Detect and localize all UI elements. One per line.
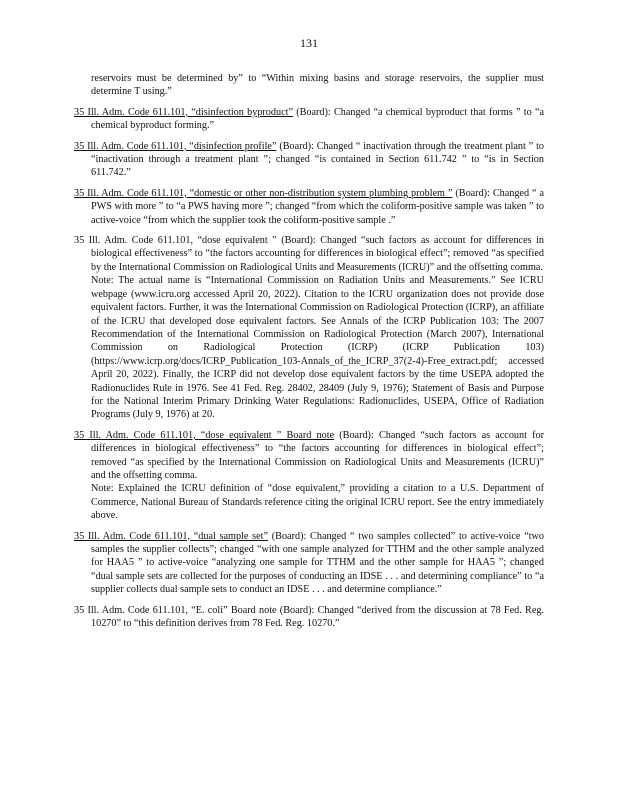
- entry-domestic-plumbing-problem: [74, 187, 544, 227]
- entry-dose-equivalent-board-note: [74, 429, 544, 523]
- entry-note: Note: The actual name is “International Commission on Radiation Units and Measurements.” See ICRU webpage (www.icru.org accessed April 20, 2022). Citation to the ICRU organization does not provide dose equivalent factors. Further, it was the International Commission on Radiological Protection (ICRP), an affiliate of the ICRU that developed dose equivalent factors. See Annals of the ICRP Publication 103: The 2007 Recommendation of the International Commission on Radiological Protection (March 2007), International Commission on Radiological Protection (ICRP) (ICRP Publication 103) (https://www.icrp.org/docs/ICRP_Publication_103-Annals_of_the_ICRP_37(2-4)-Free_extract.pdf; accessed April 20, 2022). Finally, the ICRP did not develop dose equivalent factors by the time USEPA adopted the Radionuclides Rule in 1976. See 41 Fed. Reg. 28402, 28409 (July 9, 1976); Statement of Basis and Purpose for the National Interim Primary Drinking Water Regulations: Radionuclides, USEPA, Office of Radiation Programs (July 9, 1976) at 20.: [91, 275, 544, 421]
- entry-heading: 35 Ill. Adm. Code 611.101, “disinfection profile”: [74, 140, 277, 152]
- entry-heading: 35 Ill. Adm. Code 611.101, “domestic or other non-distribution system plumbing problem ”: [74, 187, 453, 199]
- entry-body: (Board): Changed “such factors as account for differences in biological effectiveness” to “the factors accounting for differences in biological effect”; removed “as specified by the International Commission on Radiological Units and Measurements (ICRU)” and the offsetting comma.: [91, 429, 544, 481]
- entry-body: (Board): Changed “such factors as account for differences in biological effectiveness” to “the factors accounting for differences in biological effect”; removed “as specified by the International Commission on Radiological Units and Measurements (ICRU)” and the offsetting comma.: [91, 235, 544, 273]
- entry-heading: 35 Ill. Adm. Code 611.101, “dose equivalent ”: [74, 235, 277, 247]
- entry-disinfection-profile: [74, 140, 544, 180]
- document-body: [74, 72, 544, 637]
- entry-body: (Board): Changed “derived from the discussion at 78 Fed. Reg. 10270” to “this definition derives from 78 Fed. Reg. 10270.”: [91, 604, 544, 630]
- entry-body: reservoirs must be determined by” to “Within mixing basins and storage reservoirs, the supplier must determine T using.”: [91, 73, 544, 98]
- entry-heading: 35 Ill. Adm. Code 611.101, “dose equivalent ” Board note: [74, 429, 335, 441]
- entry-body: (Board): Changed “ two samples collected” to active-voice “two samples the supplier collects”; changed “with one sample analyzed for TTHM and the other sample analyzed for HAA5 ” to active-voice “analyzing one sample for TTHM and the other sample for HAA5 ”; changed “dual sample sets are collected for the purposes of conducting an IDSE . . . and determining compliance” to “a supplier collects dual sample sets to conduct an IDSE . . . and determine compliance.”: [91, 530, 544, 596]
- entry-body: (Board): Changed “a chemical byproduct that forms ” to “a chemical byproduct forming.”: [91, 106, 544, 132]
- entry-dual-sample-set: [74, 530, 544, 597]
- entry-disinfection-byproduct: [74, 106, 544, 133]
- entry-continuation: [74, 72, 544, 99]
- page-number: 131: [300, 36, 318, 50]
- entry-dose-equivalent: [74, 234, 544, 422]
- entry-heading: 35 Ill. Adm. Code 611.101, “disinfection byproduct”: [74, 106, 293, 118]
- entry-heading: 35 Ill. Adm. Code 611.101, “E. coli” Board note: [74, 604, 277, 616]
- entry-heading: 35 Ill. Adm. Code 611.101, “dual sample set”: [74, 530, 269, 542]
- entry-body: (Board): Changed “ a PWS with more ” to “a PWS having more ”; changed “from which the coliform-positive sample was taken ” to active-voice “from which the supplier took the coliform-positive sample .”: [91, 187, 544, 226]
- entry-note: Note: Explained the ICRU definition of “dose equivalent,” providing a citation to a U.S. Department of Commerce, National Bureau of Standards reference citing the original ICRU report. See the entry immediately above.: [91, 483, 544, 522]
- entry-e-coli-board-note: [74, 604, 544, 631]
- entry-body: (Board): Changed “ inactivation through the treatment plant ” to “inactivation through a treatment plant ”; changed “is contained in Section 611.742 ” to “is in Section 611.742.”: [91, 140, 544, 179]
